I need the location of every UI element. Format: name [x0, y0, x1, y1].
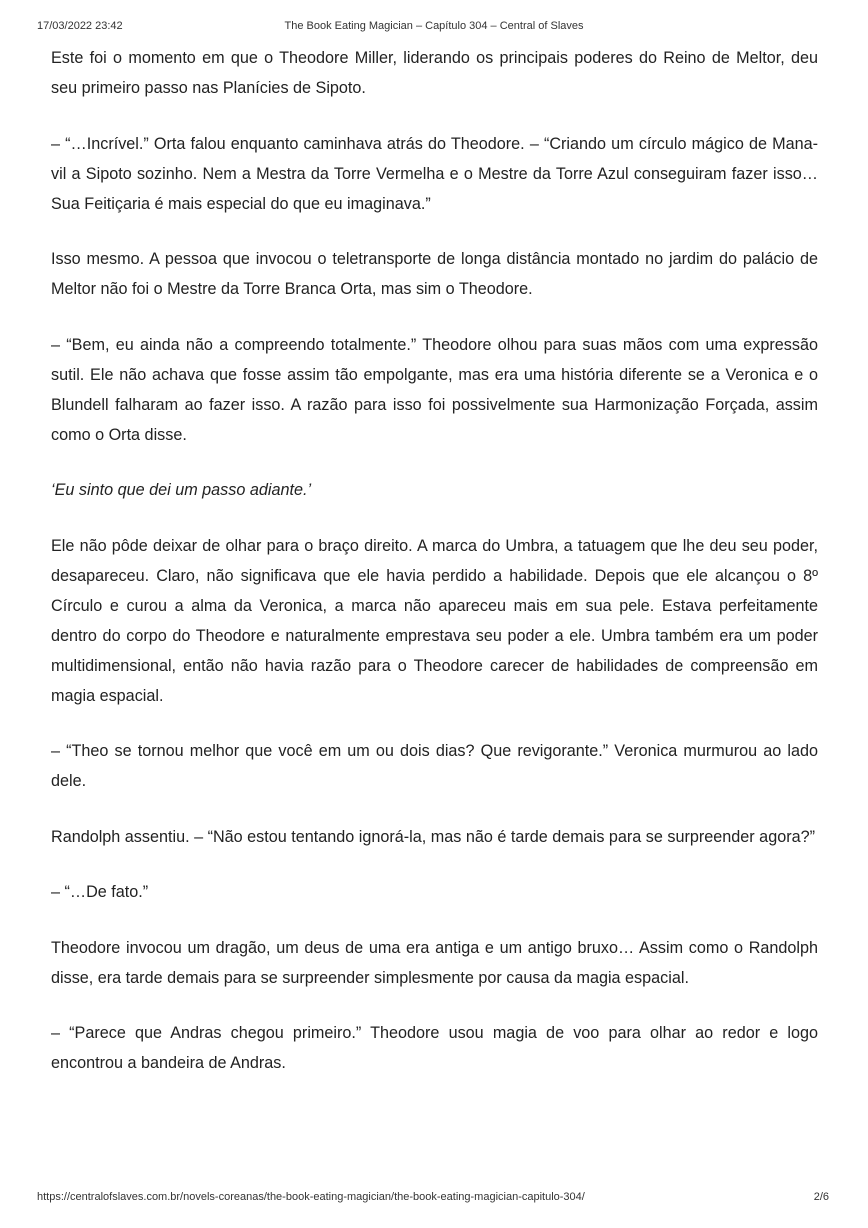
paragraph: Este foi o momento em que o Theodore Miller, liderando os principais poderes do Reino de Meltor, deu seu primeiro passo nas Planícies de Sipoto.: [51, 49, 818, 97]
print-header: [0, 20, 868, 36]
page-number: 2/6: [813, 1191, 829, 1203]
paragraph: Theodore invocou um dragão, um deus de uma era antiga e um antigo bruxo… Assim como o Randolph disse, era tarde demais para se surpreender simplesmente por causa da magia espacial.: [51, 938, 818, 987]
paragraph: – “Theo se tornou melhor que você em um ou dois dias? Que revigorante.” Veronica murmurou ao lado dele.: [51, 742, 818, 790]
paragraph: – “…De fato.”: [51, 883, 149, 901]
paragraph: Isso mesmo. A pessoa que invocou o teletransporte de longa distância montado no jardim do palácio de Meltor não foi o Mestre da Torre Branca Orta, mas sim o Theodore.: [51, 250, 818, 298]
print-datetime: 17/03/2022 23:42: [37, 20, 123, 32]
print-page-title: The Book Eating Magician – Capítulo 304 – Central of Slaves: [284, 20, 584, 32]
paragraph-thought: ‘Eu sinto que dei um passo adiante.’: [51, 481, 312, 499]
print-url: https://centralofslaves.com.br/novels-coreanas/the-book-eating-magician/the-book-eating-magician-capitulo-304/: [37, 1191, 585, 1203]
paragraph: – “Parece que Andras chegou primeiro.” Theodore usou magia de voo para olhar ao redor e logo encontrou a bandeira de Andras.: [51, 1024, 818, 1072]
chapter-content: [51, 43, 818, 1104]
paragraph: Ele não pôde deixar de olhar para o braço direito. A marca do Umbra, a tatuagem que lhe deu seu poder, desapareceu. Claro, não significava que ele havia perdido a habilidade. Depois que ele alcançou o 8º Círculo e curou a alma da Veronica, a marca não apareceu mais em sua pele. Estava perfeitamente dentro do corpo do Theodore e naturalmente emprestava seu poder a ele. Umbra também era um poder multidimensional, então não havia razão para o Theodore carecer de habilidades de compreensão em magia espacial.: [51, 536, 818, 705]
paragraph: – “…Incrível.” Orta falou enquanto caminhava atrás do Theodore. – “Criando um círculo mágico de Mana-vil a Sipoto sozinho. Nem a Mestra da Torre Vermelha e o Mestre da Torre Azul conseguiram fazer isso… Sua Feitiçaria é mais especial do que eu imaginava.”: [51, 134, 818, 213]
print-footer: [0, 1191, 868, 1207]
paragraph: – “Bem, eu ainda não a compreendo totalmente.” Theodore olhou para suas mãos com uma expressão sutil. Ele não achava que fosse assim tão empolgante, mas era uma história diferente se a Veronica e o Blundell falharam ao fazer isso. A razão para isso foi possivelmente sua Harmonização Forçada, assim como o Orta disse.: [51, 335, 818, 444]
paragraph: Randolph assentiu. – “Não estou tentando ignorá-la, mas não é tarde demais para se surpreender agora?”: [51, 827, 815, 846]
